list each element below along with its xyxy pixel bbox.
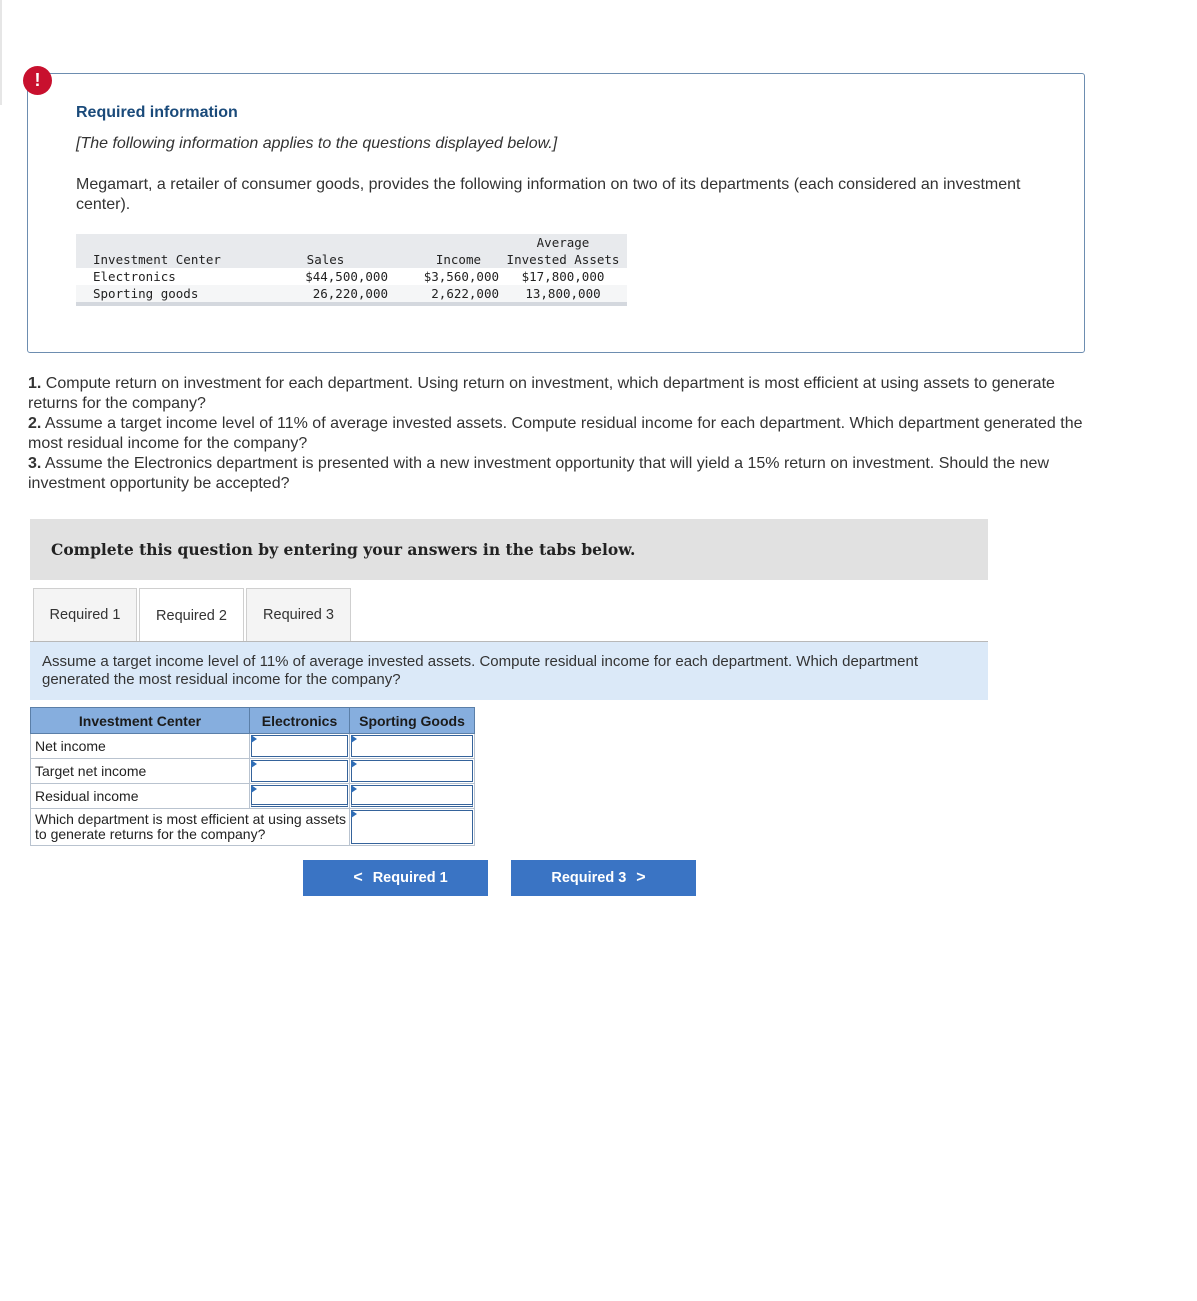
question-list bbox=[28, 374, 1088, 494]
alert-icon: ! bbox=[23, 66, 52, 95]
header-investment-center: Investment Center bbox=[76, 251, 263, 268]
table-header-row-top bbox=[76, 234, 627, 251]
table-row: Sporting goods 26,220,000 2,622,000 13,800,000 bbox=[76, 285, 627, 304]
net-income-sporting-input[interactable] bbox=[351, 735, 473, 757]
tab-instruction: Assume a target income level of 11% of average invested assets. Compute residual income for each department. Which department generated the most residual income for the company? bbox=[30, 642, 988, 700]
department-data-table bbox=[76, 234, 627, 306]
row-label-most-efficient-question: Which department is most efficient at using assets to generate returns for the company? bbox=[31, 809, 350, 846]
header-investment-center: Investment Center bbox=[31, 708, 250, 734]
tab-required-1[interactable]: Required 1 bbox=[33, 588, 137, 641]
tab-required-2[interactable]: Required 2 bbox=[139, 588, 244, 642]
left-edge-divider bbox=[0, 0, 2, 105]
table-row bbox=[31, 759, 475, 784]
info-description: Megamart, a retailer of consumer goods, provides the following information on two of its departments (each considered an investment center). bbox=[76, 176, 1021, 213]
row-label-net-income: Net income bbox=[31, 734, 250, 759]
row-label-target-net-income: Target net income bbox=[31, 759, 250, 784]
chevron-right-icon: > bbox=[636, 869, 646, 886]
next-button-label: Required 3 bbox=[551, 870, 627, 886]
net-income-electronics-input[interactable] bbox=[251, 735, 348, 757]
target-net-income-electronics-input[interactable] bbox=[251, 760, 348, 782]
question-2: 2. Assume a target income level of 11% of average invested assets. Compute residual income for each department. Which department generated the most residual income for the company? bbox=[28, 415, 1083, 452]
tab-required-3[interactable]: Required 3 bbox=[246, 588, 351, 641]
prev-required-1-button[interactable] bbox=[303, 860, 488, 896]
table-row: Electronics $44,500,000 $3,560,000 $17,800,000 bbox=[93, 269, 605, 284]
most-efficient-department-input[interactable] bbox=[351, 810, 473, 844]
next-required-3-button[interactable] bbox=[511, 860, 696, 896]
question-3: 3. Assume the Electronics department is presented with a new investment opportunity that will yield a 15% return on investment. Should the new investment opportunity be accepted? bbox=[28, 455, 1049, 492]
required-information-panel bbox=[27, 73, 1085, 353]
instruction-banner bbox=[30, 519, 988, 580]
table-row bbox=[31, 734, 475, 759]
header-electronics: Electronics bbox=[250, 708, 350, 734]
header-invested-assets: Invested Assets bbox=[499, 251, 627, 268]
target-net-income-sporting-input[interactable] bbox=[351, 760, 473, 782]
table-header-row bbox=[76, 251, 627, 268]
residual-income-sporting-input[interactable] bbox=[351, 785, 473, 807]
header-average: Average bbox=[499, 234, 627, 251]
header-sales: Sales bbox=[263, 251, 388, 268]
info-title: Required information bbox=[76, 104, 238, 121]
answer-header-row bbox=[31, 708, 475, 734]
info-note: [The following information applies to the questions displayed below.] bbox=[76, 135, 558, 152]
table-row bbox=[31, 784, 475, 809]
chevron-left-icon: < bbox=[353, 869, 363, 886]
header-income: Income bbox=[388, 251, 499, 268]
question-1: 1. Compute return on investment for each department. Using return on investment, which department is most efficient at using assets to generate returns for the company? bbox=[28, 375, 1055, 412]
banner-text: Complete this question by entering your answers in the tabs below. bbox=[51, 540, 636, 559]
residual-income-table bbox=[30, 707, 475, 846]
row-label-residual-income: Residual income bbox=[31, 784, 250, 809]
residual-income-electronics-input[interactable] bbox=[251, 785, 348, 807]
prev-button-label: Required 1 bbox=[372, 870, 448, 886]
table-row bbox=[31, 809, 475, 846]
header-sporting-goods: Sporting Goods bbox=[350, 708, 475, 734]
